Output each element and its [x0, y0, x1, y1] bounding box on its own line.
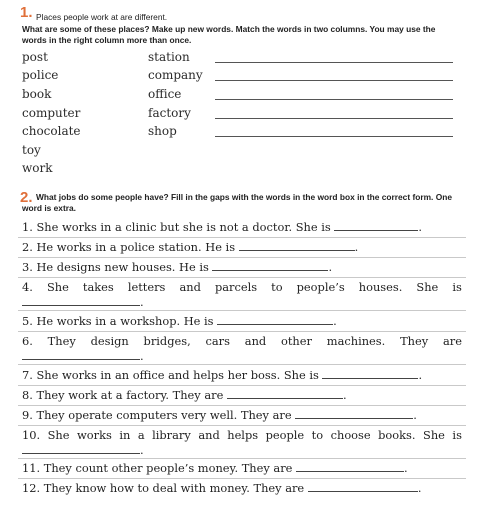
exercise-1-instructions: What are some of these places? Make up new words. Match the words in two columns. You may use the words in the right column more than once. [22, 24, 436, 45]
divider [18, 364, 466, 365]
answer-blank[interactable] [22, 294, 140, 306]
answer-blank[interactable] [227, 387, 343, 399]
answer-blank[interactable] [239, 239, 355, 251]
sentence-9: 9. They operate computers very well. They are . [22, 408, 417, 422]
left-word: book [22, 87, 52, 101]
right-word: company [148, 68, 203, 82]
answer-blank[interactable] [296, 460, 404, 472]
left-word: chocolate [22, 124, 81, 138]
right-word: office [148, 87, 182, 101]
answer-blank[interactable] [217, 313, 333, 325]
exercise-2-number: 2. [20, 189, 33, 206]
answer-blank[interactable] [212, 259, 328, 271]
divider [18, 458, 466, 459]
exercise-1-title: Places people work at are different. [36, 12, 168, 22]
sentence-10-continuation: . [22, 442, 144, 456]
answer-blank[interactable] [308, 480, 418, 492]
answer-line[interactable] [215, 80, 453, 81]
divider [18, 237, 466, 238]
sentence-11: 11. They count other people’s money. They are . [22, 461, 408, 475]
left-word: police [22, 68, 59, 82]
divider [18, 257, 466, 258]
divider [18, 405, 466, 406]
exercise-2-instructions: What jobs do some people have? Fill in the gaps with the words in the word box in the correct form. One word is extra. [22, 192, 452, 213]
divider [18, 277, 466, 278]
sentence-4-continuation: . [22, 294, 144, 308]
sentence-10: 10. She works in a library and helps people to choose books. She is [22, 428, 462, 442]
divider [18, 478, 466, 479]
sentence-5: 5. He works in a workshop. He is . [22, 314, 337, 328]
right-word: factory [148, 106, 191, 120]
sentence-7: 7. She works in an office and helps her boss. She is . [22, 368, 423, 382]
divider [18, 385, 466, 386]
right-word: station [148, 50, 190, 64]
answer-line[interactable] [215, 99, 453, 100]
left-word: work [22, 161, 53, 175]
answer-blank[interactable] [334, 219, 418, 231]
sentence-4: 4. She takes letters and parcels to people’s houses. She is [22, 280, 462, 294]
sentence-1: 1. She works in a clinic but she is not a doctor. She is . [22, 220, 422, 234]
answer-line[interactable] [215, 118, 453, 119]
sentence-8: 8. They work at a factory. They are . [22, 388, 347, 402]
sentence-3: 3. He designs new houses. He is . [22, 260, 333, 274]
divider [18, 425, 466, 426]
answer-line[interactable] [215, 136, 453, 137]
answer-blank[interactable] [322, 367, 418, 379]
left-word: computer [22, 106, 81, 120]
left-word: toy [22, 143, 41, 157]
right-word: shop [148, 124, 177, 138]
answer-blank[interactable] [295, 407, 413, 419]
sentence-2: 2. He works in a police station. He is . [22, 240, 359, 254]
answer-line[interactable] [215, 62, 453, 63]
sentence-6-continuation: . [22, 348, 144, 362]
divider [18, 331, 466, 332]
left-word: post [22, 50, 48, 64]
sentence-6: 6. They design bridges, cars and other machines. They are [22, 334, 462, 348]
answer-blank[interactable] [22, 348, 140, 360]
exercise-1-number: 1. [20, 4, 33, 21]
answer-blank[interactable] [22, 442, 140, 454]
divider [18, 310, 466, 311]
sentence-12: 12. They know how to deal with money. They are . [22, 481, 422, 495]
